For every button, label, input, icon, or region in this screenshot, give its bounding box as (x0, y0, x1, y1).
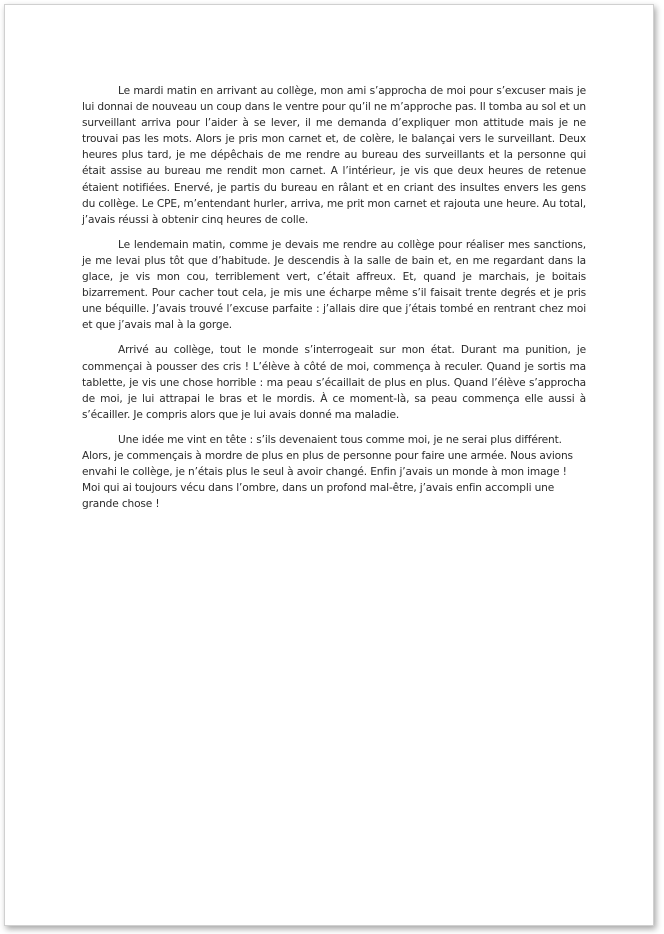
document-body (82, 83, 586, 521)
paragraph-1: Le mardi matin en arrivant au collège, mon ami s’approcha de moi pour s’excuser mais je lui donnai de nouveau un coup dans le ventre pour qu’il ne m’approche pas. Il tomba au sol et un surveillant arriva pour l’aider à se lever, il me demanda d’expliquer mon attitude mais je ne trouvai pas les mots. Alors je pris mon carnet et, de colère, le balançai vers le surveillant. Deux heures plus tard, je me dépêchais de me rendre au bureau des surveillants et la personne qui était assise au bureau me rendit mon carnet. A l’intérieur, je vis que deux heures de retenue étaient notifiées. Enervé, je partis du bureau en râlant et en criant des insultes envers les gens du collège. Le CPE, m’entendant hurler, arriva, me prit mon carnet et rajouta une heure. Au total, j’avais réussi à obtenir cinq heures de colle. (82, 85, 586, 226)
paragraph-4: Une idée me vint en tête : s’ils devenaient tous comme moi, je ne serai plus différent. Alors, je commençais à mordre de plus en plus de personne pour faire une armée. Nous avions envahi le collège, je n’étais plus le seul à avoir changé. Enfin j’avais un monde à mon image ! Moi qui ai toujours vécu dans l’ombre, dans un profond mal-être, j’avais enfin accompli une grande chose ! (82, 433, 573, 511)
document-page (4, 4, 654, 926)
paragraph-2: Le lendemain matin, comme je devais me rendre au collège pour réaliser mes sanctions, je me levai plus tôt que d’habitude. Je descendis à la salle de bain et, en me regardant dans la glace, je vis mon cou, terriblement vert, c’était affreux. Et, quand je marchais, je boitais bizarrement. Pour cacher tout cela, je mis une écharpe même s’il faisait trente degrés et je pris une béquille. J’avais trouvé l’excuse parfaite : j’allais dire que j’étais tombé en rentrant chez moi et que j’avais mal à la gorge. (82, 238, 586, 332)
paragraph-3: Arrivé au collège, tout le monde s’interrogeait sur mon état. Durant ma punition, je commençai à pousser des cris ! L’élève à côté de moi, commença à reculer. Quand je sortis ma tablette, je vis une chose horrible : ma peau s’écaillait de plus en plus. Quand l’élève s’approcha de moi, je lui attrapai le bras et le mordis. À ce moment-là, sa peau commença elle aussi à s’écailler. Je compris alors que je lui avais donné ma maladie. (82, 344, 586, 421)
